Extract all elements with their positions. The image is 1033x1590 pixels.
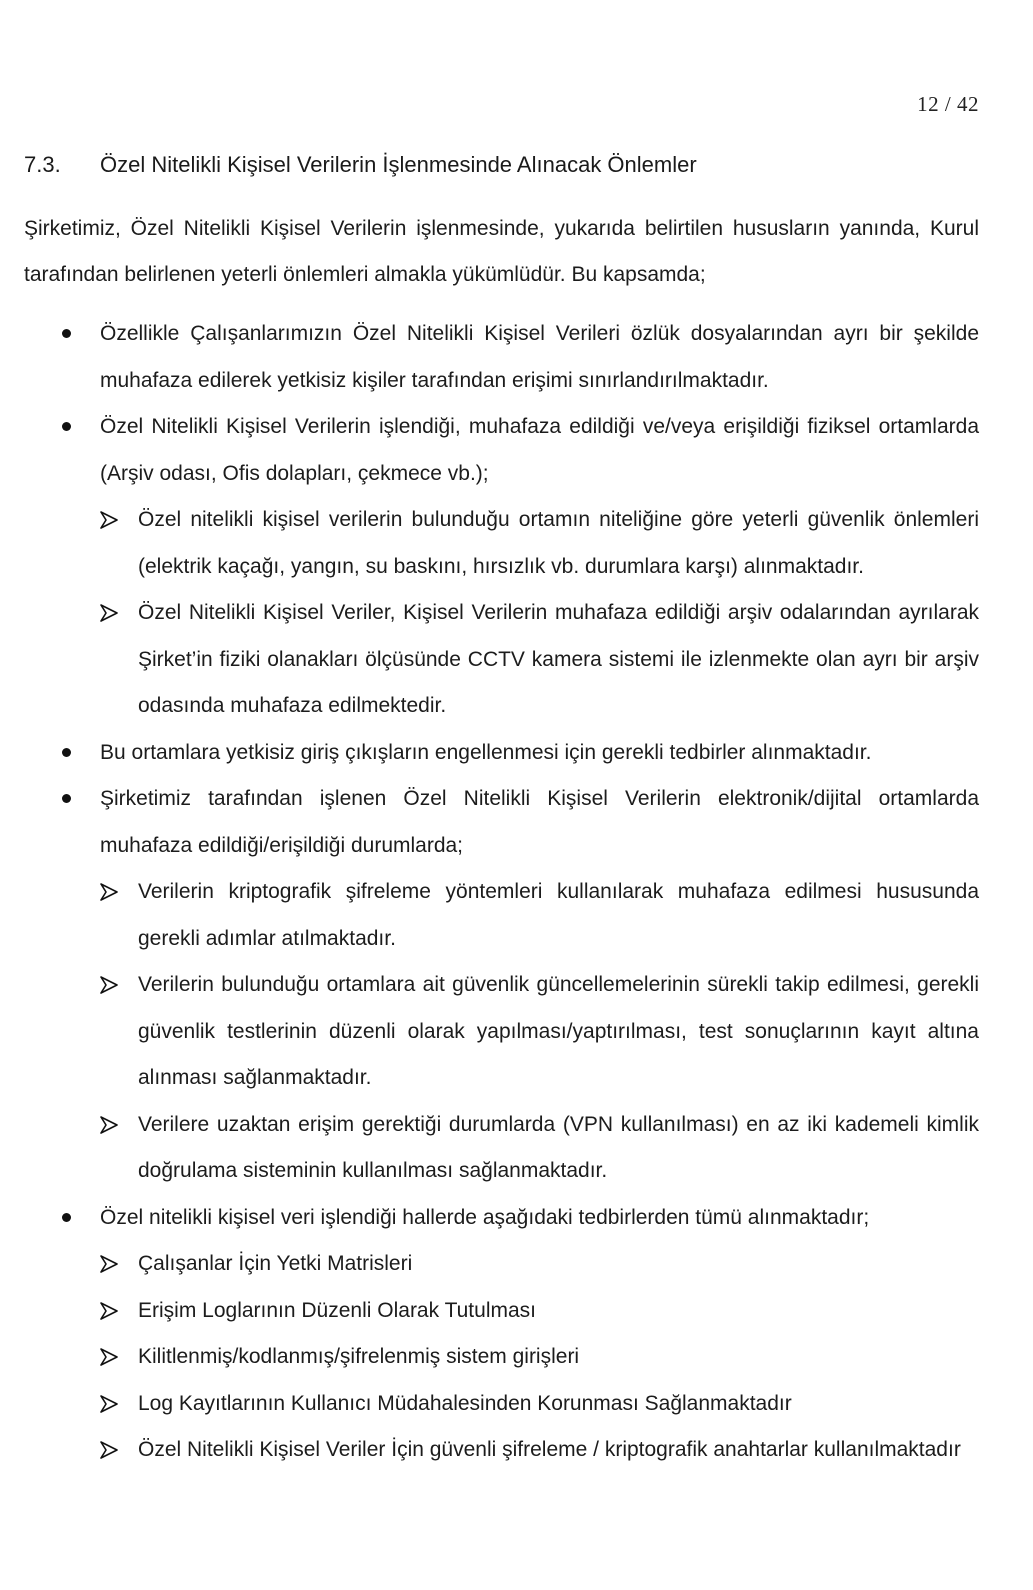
- sub-list-item: [100, 590, 979, 730]
- sub-list-item: [100, 1288, 979, 1335]
- bullet-icon: [62, 422, 71, 431]
- intro-paragraph: Şirketimiz, Özel Nitelikli Kişisel Verilerin işlenmesinde, yukarıda belirtilen hususların yanında, Kurul tarafından belirlenen yeterli önlemleri almakla yükümlüdür. Bu kapsamda;: [24, 217, 979, 286]
- sub-list-item-text: Özel nitelikli kişisel verilerin bulunduğu ortamın niteliğine göre yeterli güvenlik önlemleri (elektrik kaçağı, yangın, su baskını, hırsızlık vb. durumlara karşı) alınmaktadır.: [138, 508, 979, 578]
- list-item-text: Bu ortamlara yetkisiz giriş çıkışların engellenmesi için gerekli tedbirler alınmaktadır.: [100, 740, 872, 764]
- arrow-bullet-icon: [100, 1241, 126, 1273]
- sub-list-item: [100, 497, 979, 590]
- bullet-icon: [62, 748, 71, 757]
- arrow-bullet-icon: [100, 1102, 126, 1134]
- sub-list-item-text: Özel Nitelikli Kişisel Veriler İçin güvenli şifreleme / kriptografik anahtarlar kullanılmaktadır: [138, 1438, 961, 1461]
- sub-list: [100, 869, 979, 1195]
- bullet-icon: [62, 329, 71, 338]
- sub-list: [100, 1241, 979, 1474]
- sub-list-item: [100, 1427, 979, 1474]
- arrow-bullet-icon: [100, 1288, 126, 1320]
- sub-list-item: [100, 1241, 979, 1288]
- list-item-text: Özel Nitelikli Kişisel Verilerin işlendiği, muhafaza edildiği ve/veya erişildiği fiziksel ortamlarda (Arşiv odası, Ofis dolapları, çekmece vb.);: [100, 415, 979, 485]
- section-title: Özel Nitelikli Kişisel Verilerin İşlenmesinde Alınacak Önlemler: [100, 152, 697, 177]
- sub-list-item: [100, 1381, 979, 1428]
- sub-list: [100, 497, 979, 730]
- list-item-text: Özel nitelikli kişisel veri işlendiği hallerde aşağıdaki tedbirlerden tümü alınmaktadır;: [100, 1205, 870, 1229]
- sub-list-item-text: Özel Nitelikli Kişisel Veriler, Kişisel Verilerin muhafaza edildiği arşiv odalarından ayrılarak Şirket’in fiziki olanakları ölçüsünde CCTV kamera sistemi ile izlenmekte olan ayrı bir arşiv odasında muhafaza edilmektedir.: [138, 601, 979, 717]
- bullet-icon: [62, 794, 71, 803]
- sub-list-item: [100, 1102, 979, 1195]
- arrow-bullet-icon: [100, 1334, 126, 1366]
- list-item-text: Özellikle Çalışanlarımızın Özel Nitelikli Kişisel Verileri özlük dosyalarından ayrı bir şekilde muhafaza edilerek yetkisiz kişiler tarafından erişimi sınırlandırılmaktadır.: [100, 322, 979, 392]
- arrow-bullet-icon: [100, 497, 126, 529]
- measures-list: [0, 311, 979, 1474]
- sub-list-item-text: Çalışanlar İçin Yetki Matrisleri: [138, 1252, 413, 1275]
- arrow-bullet-icon: [100, 869, 126, 901]
- list-item: [0, 404, 979, 730]
- arrow-bullet-icon: [100, 962, 126, 994]
- list-item: [0, 311, 979, 404]
- list-item: [0, 1195, 979, 1474]
- arrow-bullet-icon: [100, 590, 126, 622]
- sub-list-item: [100, 869, 979, 962]
- sub-list-item-text: Verilerin kriptografik şifreleme yöntemleri kullanılarak muhafaza edilmesi hususunda gerekli adımlar atılmaktadır.: [138, 880, 979, 950]
- list-item: [0, 776, 979, 1195]
- sub-list-item: [100, 1334, 979, 1381]
- sub-list-item-text: Log Kayıtlarının Kullanıcı Müdahalesinden Korunması Sağlanmaktadır: [138, 1391, 792, 1415]
- sub-list-item-text: Erişim Loglarının Düzenli Olarak Tutulması: [138, 1298, 536, 1322]
- bullet-icon: [62, 1213, 71, 1222]
- section-heading: [24, 152, 697, 178]
- list-item-text: Şirketimiz tarafından işlenen Özel Nitelikli Kişisel Verilerin elektronik/dijital ortamlarda muhafaza edildiği/erişildiği durumlarda;: [100, 787, 979, 857]
- sub-list-item: [100, 962, 979, 1102]
- list-item: [0, 730, 979, 777]
- page-number: 12 / 42: [917, 92, 979, 116]
- sub-list-item-text: Verilerin bulunduğu ortamlara ait güvenlik güncellemelerinin sürekli takip edilmesi, gerekli güvenlik testlerinin düzenli olarak yapılması/yaptırılması, test sonuçlarının kayıt altına alınması sağlanmaktadır.: [138, 973, 979, 1089]
- sub-list-item-text: Verilere uzaktan erişim gerektiği durumlarda (VPN kullanılması) en az iki kademeli kimlik doğrulama sisteminin kullanılması sağlanmaktadır.: [138, 1112, 979, 1182]
- arrow-bullet-icon: [100, 1381, 126, 1413]
- arrow-bullet-icon: [100, 1427, 126, 1459]
- section-number: 7.3.: [24, 152, 61, 177]
- sub-list-item-text: Kilitlenmiş/kodlanmış/şifrelenmiş sistem girişleri: [138, 1345, 580, 1368]
